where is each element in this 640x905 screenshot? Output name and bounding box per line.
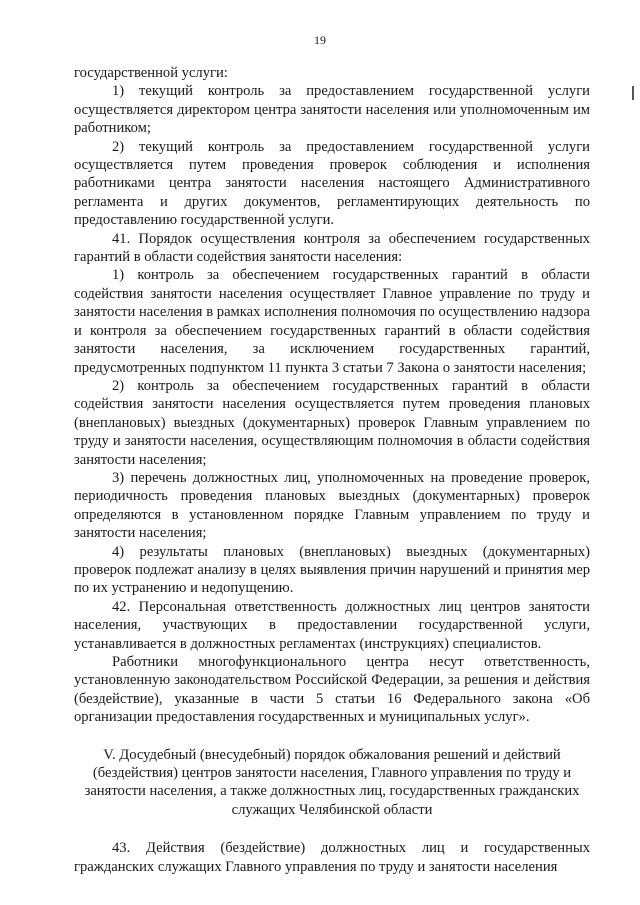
paragraph: 1) контроль за обеспечением государственных гарантий в области содействия занятости населения осуществляет Главное управление по труду и занятости населения в рамках исполнения полномочия по осуществлению надзора и контроля за обеспечением государственных гарантий в области содействия занятости населения, за исключением государственных гарантий, предусмотренных подпунктом 11 пункта 3 статьи 7 Закона о занятости населения; <box>74 267 590 376</box>
paragraph: 3) перечень должностных лиц, уполномоченных на проведение проверок, периодичность проведения плановых выездных (документарных) проверок определяются в установленном порядке Главным управлением по труду и занятости населения; <box>74 469 590 542</box>
paragraph: 1) текущий контроль за предоставлением государственной услуги осуществляется директором центра занятости населения или уполномоченным им работником; <box>74 83 590 137</box>
paragraph: 41. Порядок осуществления контроля за обеспечением государственных гарантий в области содействия занятости населения: <box>74 230 590 266</box>
scan-mark <box>632 86 634 100</box>
document-body <box>74 64 590 876</box>
section-heading-line: (бездействия) центров занятости населения, Главного управления по труду и <box>92 765 572 782</box>
section-heading-line: служащих Челябинской области <box>231 801 433 818</box>
page-number: 19 <box>314 33 326 47</box>
paragraph: 2) контроль за обеспечением государственных гарантий в области содействия занятости населения осуществляется путем проведения плановых (внеплановых) выездных (документарных) проверок Главным управлением по труду и занятости населения, осуществляющим полномочия в области содействия занятости населения; <box>74 377 590 468</box>
paragraph: 43. Действия (бездействие) должностных лиц и государственных гражданских служащих Главного управления по труду и занятости населения <box>74 840 590 875</box>
paragraph: 42. Персональная ответственность должностных лиц центров занятости населения, участвующих в предоставлении государственной услуги, устанавливается в должностных регламентах (инструкциях) специалистов. <box>74 598 590 652</box>
section-heading <box>74 746 590 820</box>
paragraph-continuation: государственной услуги: <box>74 65 228 81</box>
paragraph: 2) текущий контроль за предоставлением государственной услуги осуществляется путем проведения проверок соблюдения и исполнения работниками центра занятости населения настоящего Административного регламента и других документов, регламентирующих деятельность по предоставлению государственной услуги. <box>74 138 590 229</box>
paragraph: 4) результаты плановых (внеплановых) выездных (документарных) проверок подлежат анализу в целях выявления причин нарушений и принятия мер по их устранению и недопущению. <box>74 543 590 597</box>
section-heading-line: занятости населения, а также должностных лиц, государственных гражданских <box>84 783 580 800</box>
section-heading-line: V. Досудебный (внесудебный) порядок обжалования решений и действий <box>103 746 561 763</box>
paragraph: Работники многофункционального центра несут ответственность, установленную законодательством Российской Федерации, за решения и действия (бездействие), указанные в части 5 статьи 16 Федерального закона «Об организации предоставления государственных и муниципальных услуг». <box>74 654 590 726</box>
